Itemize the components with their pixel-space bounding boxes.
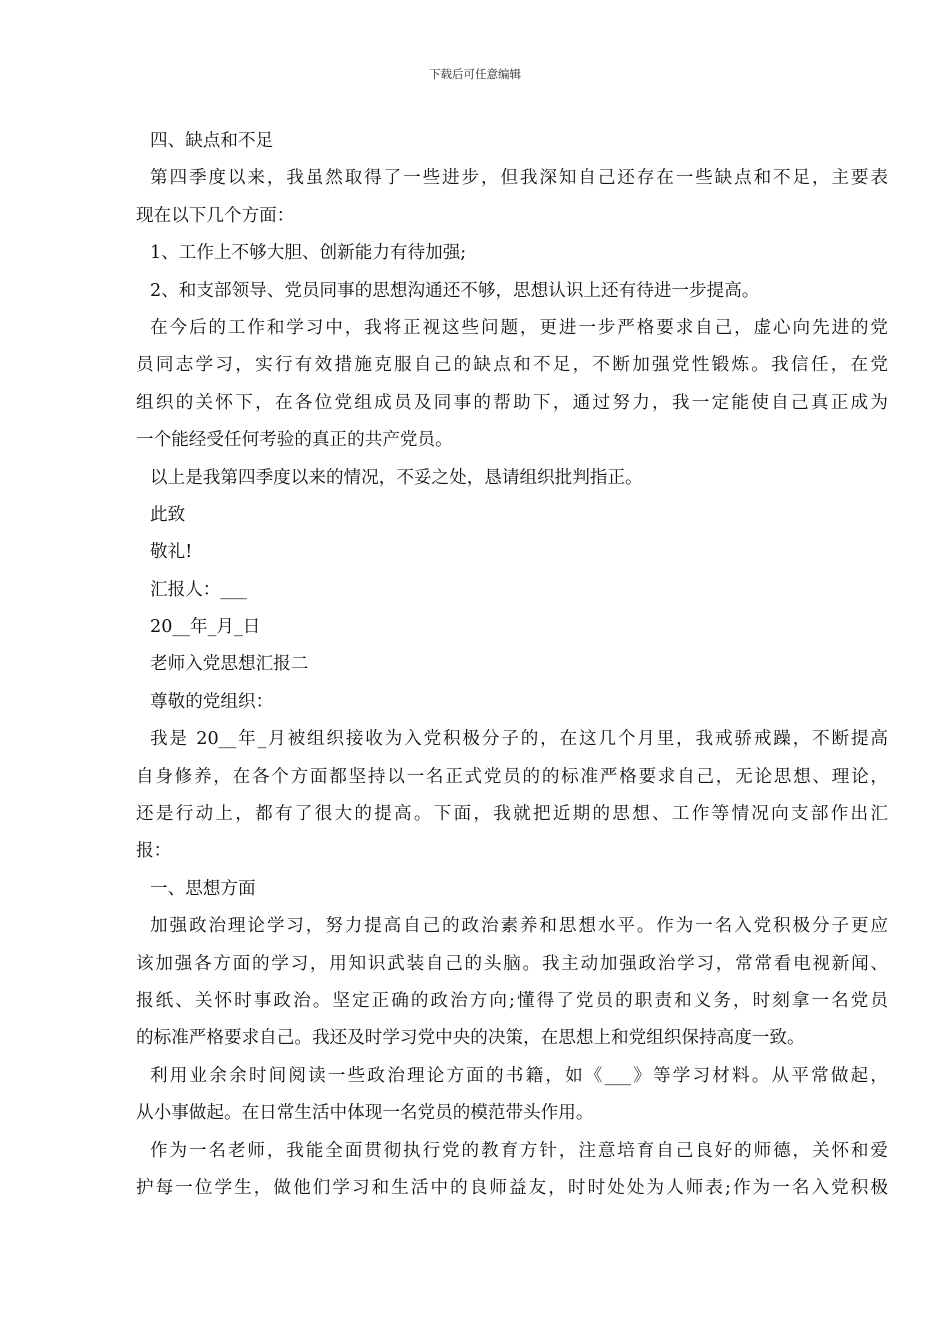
text-line: 1、工作上不够大胆、创新能力有待加强;	[150, 243, 467, 264]
text-line: 此致	[150, 504, 186, 525]
text-line: 以上是我第四季度以来的情况，不妥之处，恳请组织批判指正。	[150, 467, 643, 488]
text-line: 报纸、关怀时事政治。坚定正确的政治方向;懂得了党员的职责和义务，时刻拿一名党员	[136, 990, 888, 1011]
text-line: 20__年_月_日	[150, 617, 261, 638]
text-line: 汇报人：___	[150, 579, 247, 600]
text-line: 2、和支部领导、党员同事的思想沟通还不够，思想认识上还有待进一步提高。	[150, 280, 760, 301]
text-line: 护每一位学生，做他们学习和生活中的良师益友，时时处处为人师表;作为一名入党积极	[136, 1177, 888, 1198]
text-line: 员同志学习，实行有效措施克服自己的缺点和不足，不断加强党性锻炼。我信任，在党	[136, 355, 888, 376]
text-line: 尊敬的党组织：	[150, 691, 274, 712]
text-line: 还是行动上，都有了很大的提高。下面，我就把近期的思想、工作等情况向支部作出汇	[136, 804, 888, 825]
text-line: 利用业余余时间阅读一些政治理论方面的书籍，如《___》等学习材料。从平常做起，	[150, 1065, 888, 1086]
section-title: 老师入党思想汇报二	[150, 654, 309, 675]
text-line: 在今后的工作和学习中，我将正视这些问题，更进一步严格要求自己，虚心向先进的党	[150, 317, 888, 338]
text-line: 我是 20__年_月被组织接收为入党积极分子的，在这几个月里，我戒骄戒躁，不断提高	[150, 729, 888, 750]
text-line: 报：	[136, 841, 172, 862]
text-line: 四、缺点和不足	[150, 131, 274, 151]
text-line: 自身修养，在各个方面都坚持以一名正式党员的的标准严格要求自己，无论思想、理论，	[136, 766, 888, 787]
text-line: 作为一名老师，我能全面贯彻执行党的教育方针，注意培育自己良好的师德，关怀和爱	[150, 1140, 888, 1161]
text-line: 一个能经受任何考验的真正的共产党员。	[136, 430, 453, 451]
text-line: 第四季度以来，我虽然取得了一些进步，但我深知自己还存在一些缺点和不足，主要表	[150, 168, 888, 189]
section-heading: 一、思想方面	[150, 878, 256, 899]
text-line: 加强政治理论学习，努力提高自己的政治素养和思想水平。作为一名入党积极分子更应	[150, 916, 888, 937]
text-line: 的标准严格要求自己。我还及时学习党中央的决策，在思想上和党组织保持高度一致。	[136, 1028, 805, 1049]
text-line: 该加强各方面的学习，用知识武装自己的头脑。我主动加强政治学习，常常看电视新闻、	[136, 953, 888, 974]
text-line: 现在以下几个方面：	[136, 205, 295, 226]
text-line: 敬礼!	[150, 542, 193, 563]
page-header: 下载后可任意编辑	[429, 67, 521, 81]
text-line: 组织的关怀下，在各位党组成员及同事的帮助下，通过努力，我一定能使自己真正成为	[136, 392, 888, 413]
text-line: 从小事做起。在日常生活中体现一名党员的模范带头作用。	[136, 1103, 594, 1124]
document-body	[136, 123, 888, 1207]
